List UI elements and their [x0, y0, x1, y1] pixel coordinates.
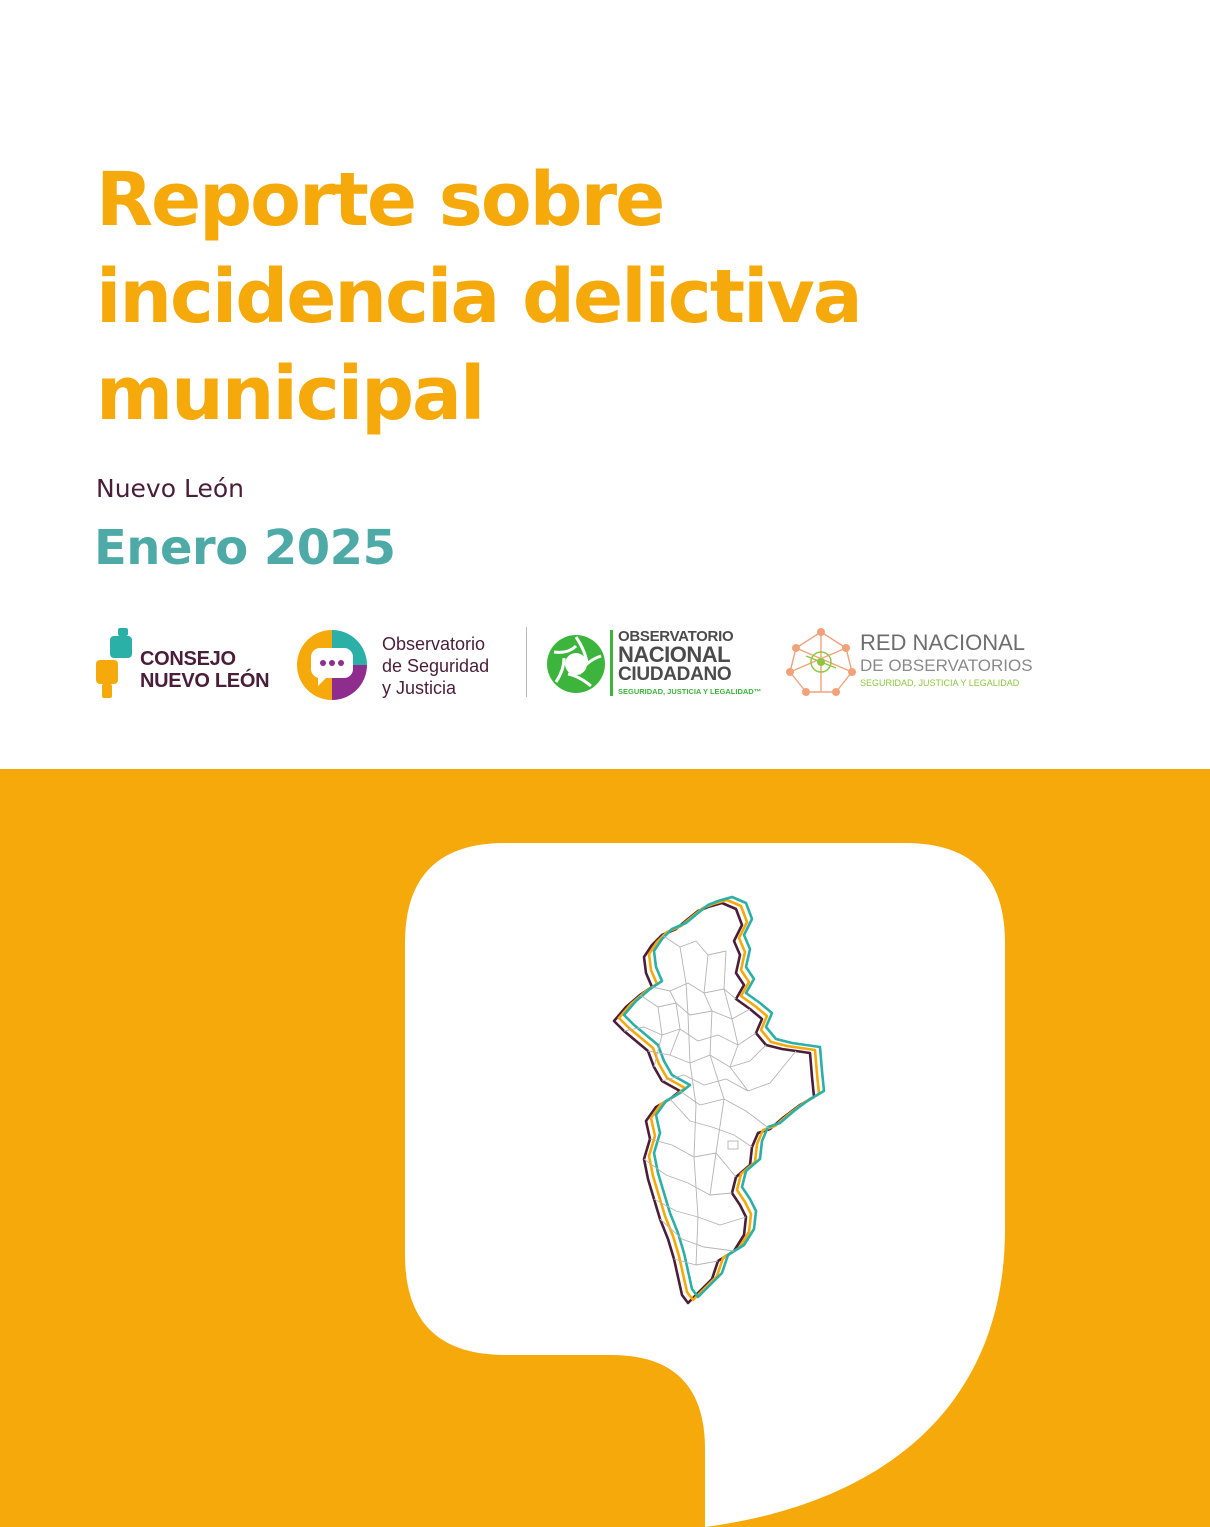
- consejo-mark-icon: [94, 626, 138, 706]
- red-line-1: RED NACIONAL: [860, 630, 1026, 655]
- observatorio-line-2: de Seguridad: [382, 656, 490, 676]
- onc-line-1: OBSERVATORIO: [618, 628, 734, 645]
- observatorio-seguridad-justicia-logo: [296, 626, 511, 706]
- consejo-line-1: CONSEJO: [140, 648, 236, 670]
- title-line-2: incidencia delictiva: [96, 254, 861, 340]
- observatorio-line-3: y Justicia: [382, 678, 457, 698]
- title-line-1: Reporte sobre: [96, 157, 664, 243]
- observatorio-line-1: Observatorio: [382, 634, 486, 654]
- network-icon: [784, 626, 858, 700]
- region-label: Nuevo León: [96, 474, 244, 503]
- speech-bubble-icon: [296, 628, 368, 702]
- consejo-line-2: NUEVO LEÓN: [140, 670, 270, 692]
- nuevo-leon-map-icon: [600, 895, 860, 1315]
- red-tagline: SEGURIDAD, JUSTICIA Y LEGALIDAD: [860, 678, 1020, 688]
- red-nacional-observatorios-logo: [784, 624, 1034, 704]
- title-line-3: municipal: [96, 351, 484, 437]
- logo-divider: [526, 627, 527, 697]
- report-title: [96, 152, 1096, 443]
- aperture-icon: [546, 634, 606, 694]
- red-line-2: DE OBSERVATORIOS: [860, 656, 1033, 675]
- period-label: Enero 2025: [94, 520, 396, 576]
- onc-tagline: SEGURIDAD, JUSTICIA Y LEGALIDAD™: [618, 687, 762, 696]
- onc-bar: [610, 630, 613, 696]
- observatorio-nacional-ciudadano-logo: [546, 628, 766, 704]
- onc-line-2: NACIONAL: [618, 642, 731, 667]
- cover-band: [0, 769, 1210, 1527]
- partner-logos: [0, 620, 1210, 710]
- onc-line-3: CIUDADANO: [618, 664, 732, 685]
- consejo-nuevo-leon-logo: [94, 626, 279, 706]
